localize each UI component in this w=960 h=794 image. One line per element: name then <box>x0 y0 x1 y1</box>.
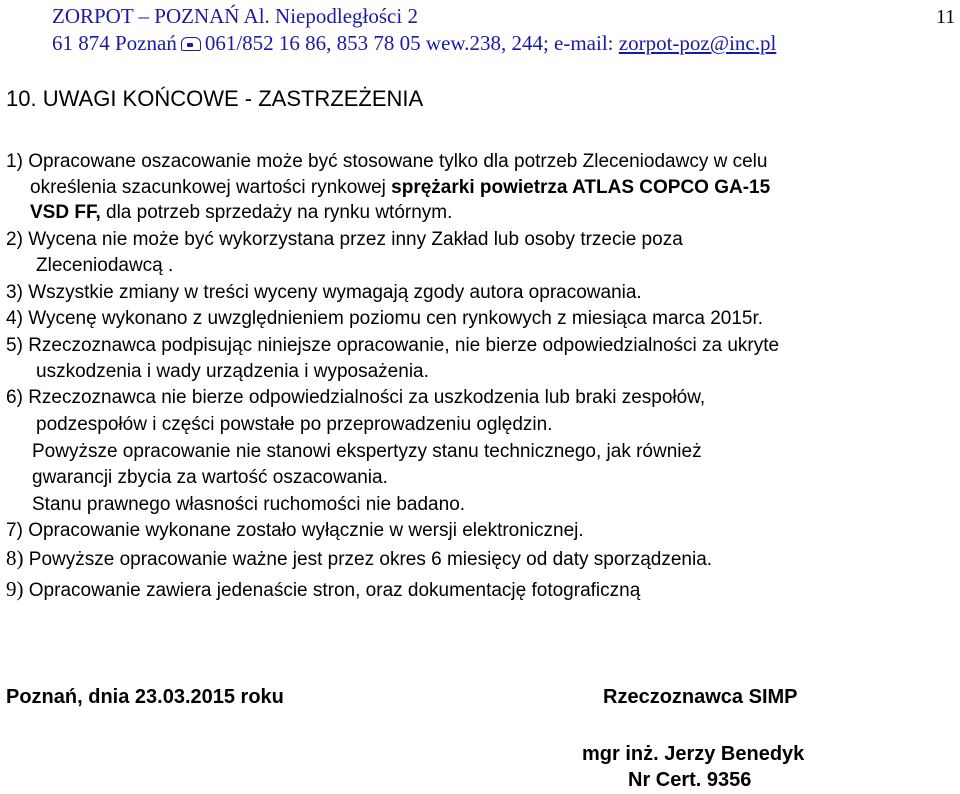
item-6-number: 6) <box>6 387 23 408</box>
header-contact-line <box>52 31 776 55</box>
item-9-line <box>6 578 640 602</box>
header-company-line: ZORPOT – POZNAŃ Al. Niepodległości 2 <box>52 4 418 28</box>
item-5-line-2: uszkodzenia i wady urządzenia i wyposażenia. <box>36 361 429 382</box>
item-1-line-3 <box>30 201 452 224</box>
item-8-text: Powyższe opracowanie ważne jest przez okres 6 miesięcy od daty sporządzenia. <box>28 549 713 570</box>
item-6-line-1 <box>6 386 705 409</box>
item-6-line-3: Powyższe opracowanie nie stanowi ekspertyzy stanu technicznego, jak również <box>32 441 702 462</box>
section-title: 10. UWAGI KOŃCOWE - ZASTRZEŻENIA <box>6 86 424 111</box>
item-5-line-1 <box>6 334 779 357</box>
item-1-text-a: Opracowane oszacowanie może być stosowane tylko dla potrzeb Zleceniodawcy w celu <box>28 151 768 172</box>
item-6-line-2: podzespołów i części powstałe po przeprowadzeniu oględzin. <box>36 414 553 435</box>
item-1-line-2 <box>30 176 770 199</box>
item-2-line-2: Zleceniodawcą . <box>36 255 174 276</box>
item-4-number: 4) <box>6 308 23 329</box>
item-3-number: 3) <box>6 282 23 303</box>
item-9-text: Opracowanie zawiera jedenaście stron, oraz dokumentację fotograficzną <box>28 580 641 601</box>
item-2-number: 2) <box>6 229 23 250</box>
item-5-number: 5) <box>6 335 23 356</box>
item-6-line-4: gwarancji zbycia za wartość oszacowania. <box>32 467 388 488</box>
item-9-number: 9) <box>6 577 24 601</box>
item-1-device-model: VSD FF, <box>30 202 101 223</box>
item-2-line-1 <box>6 228 683 251</box>
item-1-line-1 <box>6 150 767 173</box>
header-email-link[interactable]: zorpot-poz@inc.pl <box>618 31 777 55</box>
item-8-number: 8) <box>6 546 24 570</box>
place-and-date: Poznań, dnia 23.03.2015 roku <box>6 686 284 708</box>
item-3-line <box>6 281 642 304</box>
item-7-number: 7) <box>6 520 23 541</box>
appraiser-certificate: Nr Cert. 9356 <box>628 769 752 791</box>
appraiser-name: mgr inż. Jerzy Benedyk <box>582 743 805 765</box>
appraiser-role: Rzeczoznawca SIMP <box>603 686 798 708</box>
telephone-icon <box>181 37 201 51</box>
page-number: 11 <box>936 6 956 28</box>
item-1-number: 1) <box>6 151 23 172</box>
item-6-line-5: Stanu prawnego własności ruchomości nie badano. <box>32 494 466 515</box>
item-6-text-a: Rzeczoznawca nie bierze odpowiedzialności za uszkodzenia lub braki zespołów, <box>28 387 706 408</box>
item-5-text-a: Rzeczoznawca podpisując niniejsze opracowanie, nie bierze odpowiedzialności za ukryte <box>28 335 780 356</box>
item-4-text: Wycenę wykonano z uwzględnieniem poziomu cen rynkowych z miesiąca marca 2015r. <box>28 308 764 329</box>
header-city: 61 874 Poznań <box>52 31 177 55</box>
item-3-text: Wszystkie zmiany w treści wyceny wymagają zgody autora opracowania. <box>28 282 642 303</box>
item-1-device-name: sprężarki powietrza ATLAS COPCO GA-15 <box>391 177 771 198</box>
item-2-text-a: Wycena nie może być wykorzystana przez inny Zakład lub osoby trzecie poza <box>28 229 683 250</box>
item-8-line <box>6 547 712 571</box>
item-7-line <box>6 519 584 542</box>
item-4-line <box>6 307 763 330</box>
item-7-text: Opracowanie wykonane zostało wyłącznie w wersji elektronicznej. <box>28 520 584 541</box>
header-phones: 061/852 16 86, 853 78 05 wew.238, 244; e-mail: <box>204 31 614 55</box>
item-1-text-e: dla potrzeb sprzedaży na rynku wtórnym. <box>106 202 453 223</box>
item-1-text-b: określenia szacunkowej wartości rynkowej <box>30 177 386 198</box>
